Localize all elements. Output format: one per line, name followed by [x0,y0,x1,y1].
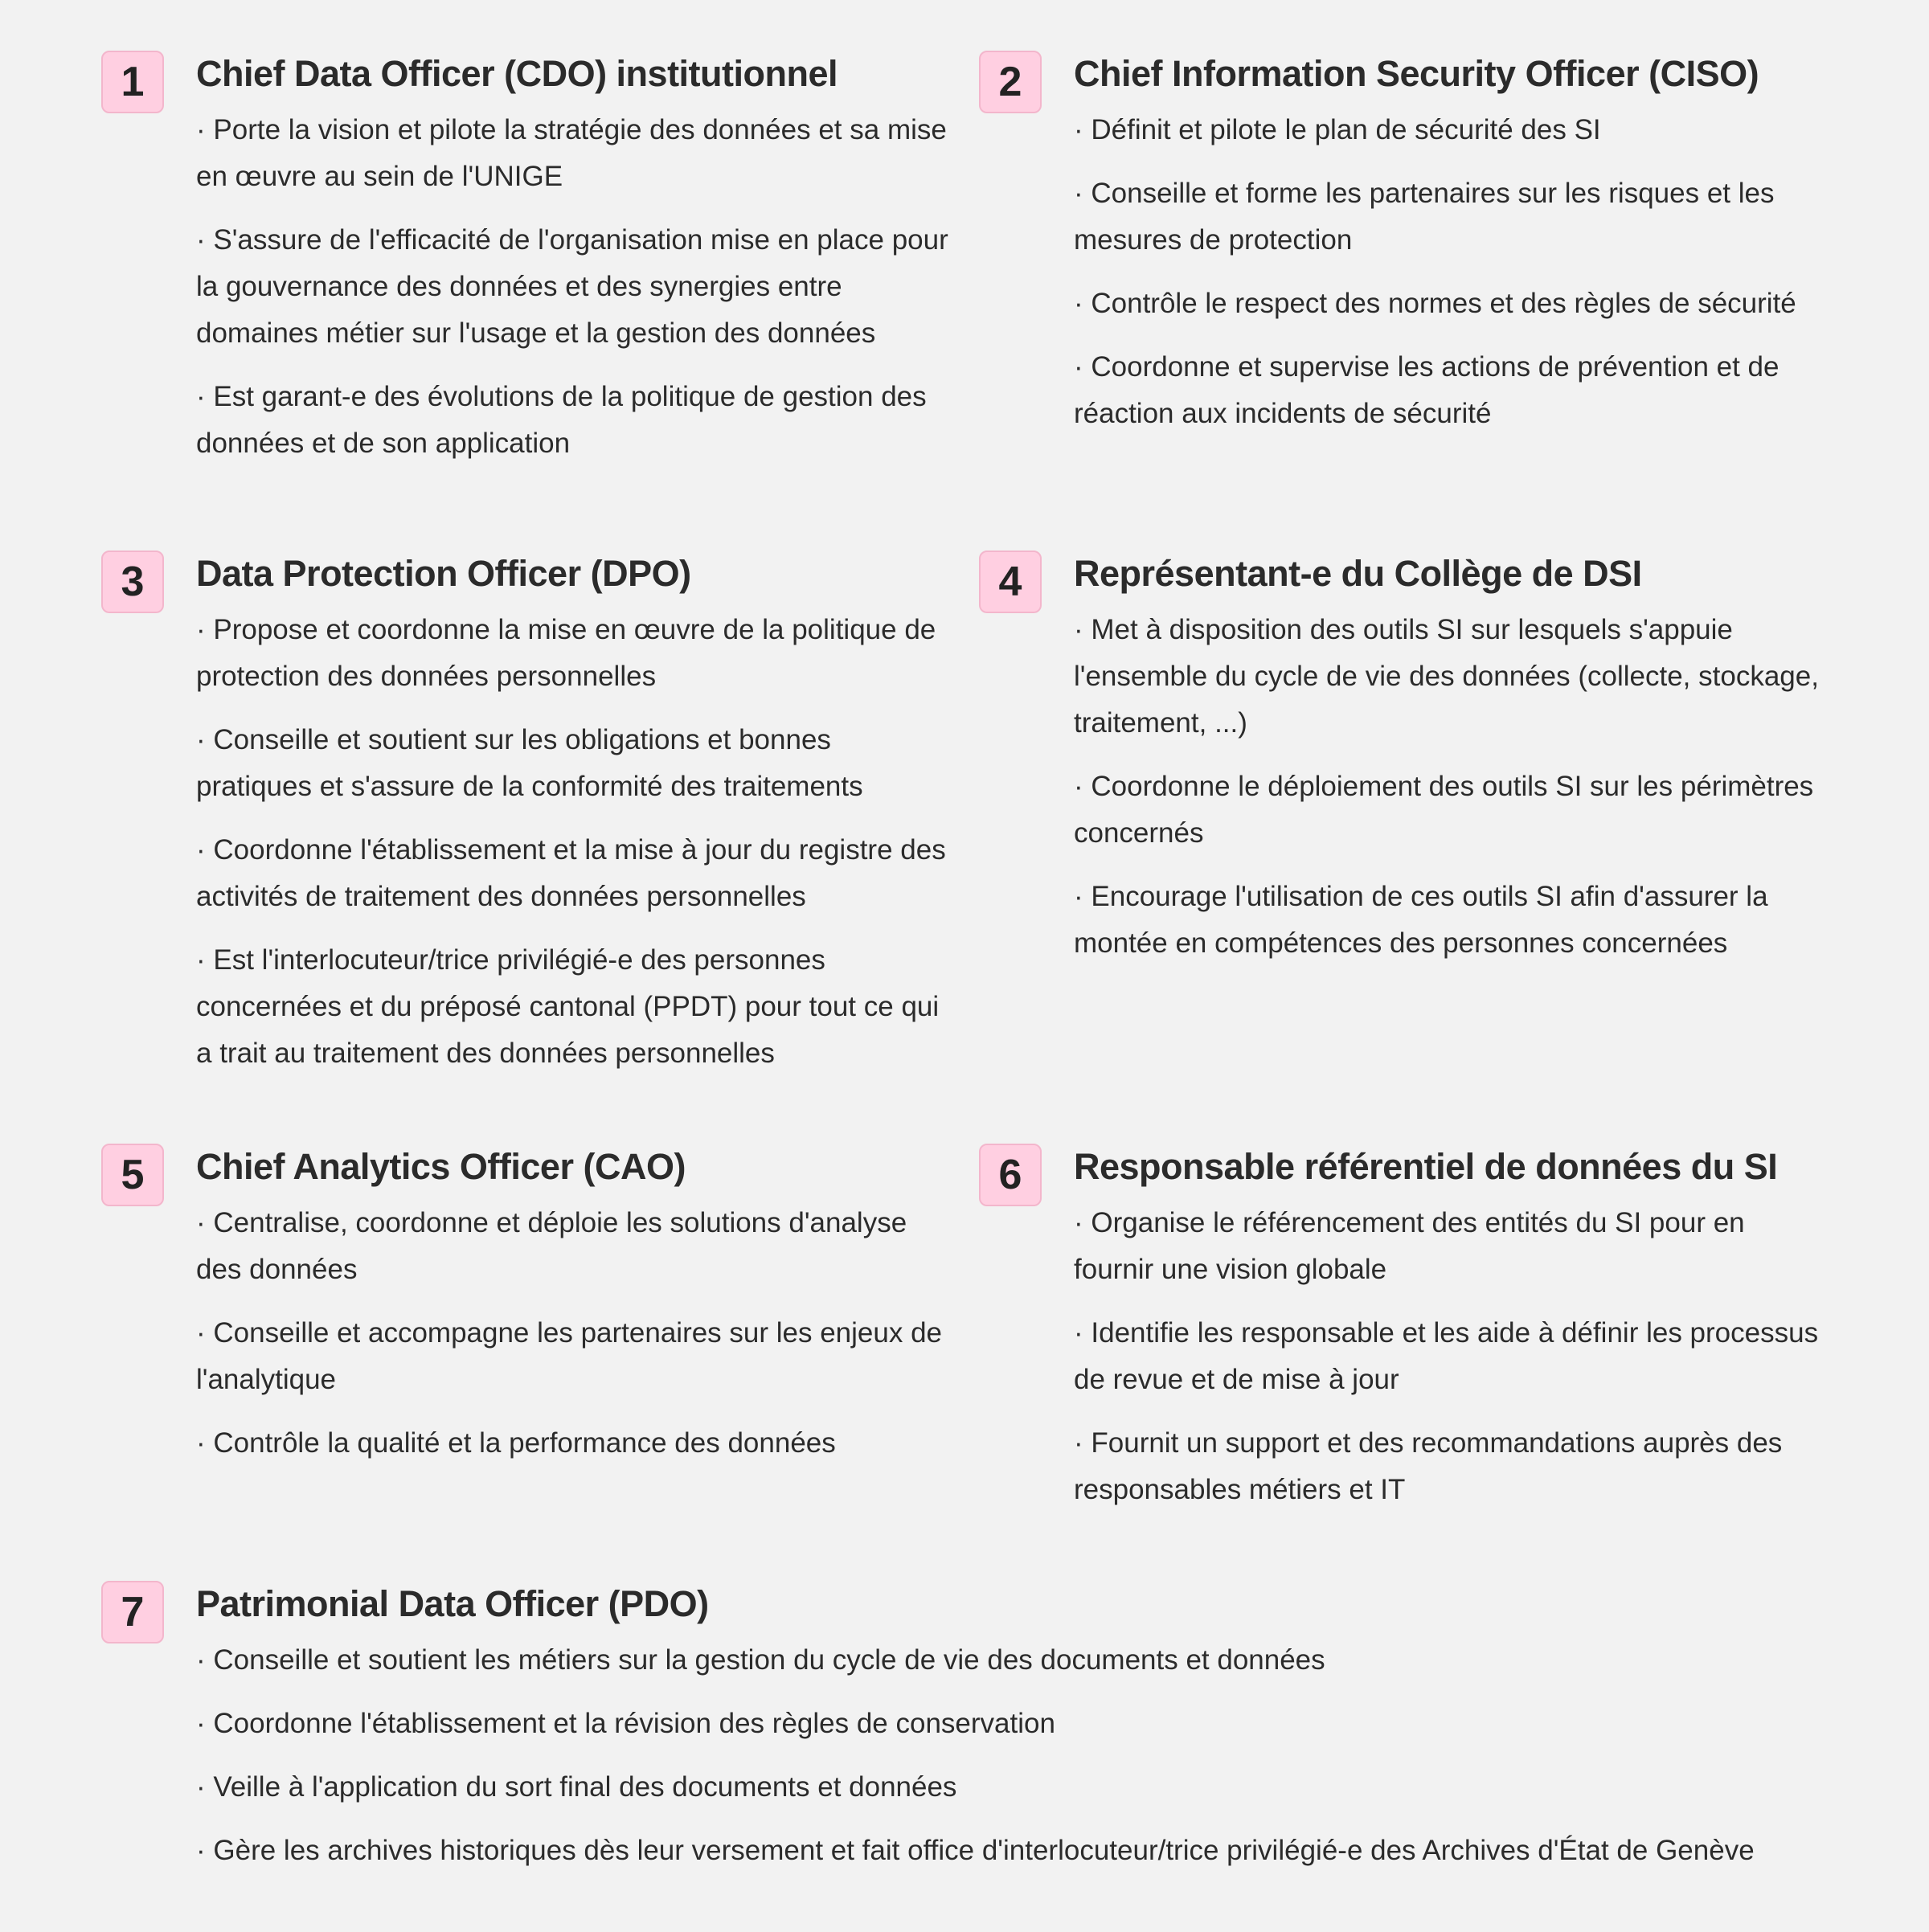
role-content [1074,51,1829,454]
responsibility-item: · Coordonne l'établissement et la mise à jour du registre des activités de traitement des données personnelles [196,834,946,912]
number-badge: 1 [101,51,164,113]
responsibility-item: · Coordonne l'établissement et la révision des règles de conservation [196,1708,1055,1739]
responsibility-item: · Identifie les responsable et les aide à définir les processus de revue et de mise à jour [1074,1317,1819,1395]
responsibility-item: · Porte la vision et pilote la stratégie des données et sa mise en œuvre au sein de l'UNIGE [196,114,947,192]
role-title: Responsable référentiel de données du SI [1074,1146,1778,1187]
responsibility-item: · Fournit un support et des recommandations auprès des responsables métiers et IT [1074,1427,1783,1505]
role-content [196,1581,1868,1891]
role-content [1074,551,1829,984]
responsibility-item: · Propose et coordonne la mise en œuvre de la politique de protection des données personnelles [196,614,936,692]
responsibility-item: · S'assure de l'efficacité de l'organisation mise en place pour la gouvernance des données et des synergies entre domaines métier sur l'usage et la gestion des données [196,224,948,349]
responsibility-item: · Conseille et soutient sur les obligations et bonnes pratiques et s'assure de la conformité des traitements [196,724,863,802]
responsibility-item: · Est garant-e des évolutions de la politique de gestion des données et de son application [196,381,927,459]
number-badge: 6 [979,1144,1042,1206]
responsibility-item: · Met à disposition des outils SI sur lesquels s'appuie l'ensemble du cycle de vie des données (collecte, stockage, traitement, ...) [1074,614,1819,739]
responsibility-item: · Conseille et soutient les métiers sur la gestion du cycle de vie des documents et données [196,1644,1325,1676]
responsibility-item: · Conseille et forme les partenaires sur les risques et les mesures de protection [1074,178,1775,256]
role-title: Représentant-e du Collège de DSI [1074,553,1642,594]
responsibility-item: · Conseille et accompagne les partenaires sur les enjeux de l'analytique [196,1317,943,1395]
role-title: Data Protection Officer (DPO) [196,553,691,594]
number-badge: 7 [101,1581,164,1643]
responsibility-item: · Encourage l'utilisation de ces outils SI afin d'assurer la montée en compétences des personnes concernées [1074,881,1768,959]
responsibility-item: · Veille à l'application du sort final des documents et données [196,1771,957,1803]
responsibility-item: · Contrôle le respect des normes et des règles de sécurité [1074,288,1796,319]
number-badge: 4 [979,551,1042,613]
responsibility-item: · Coordonne le déploiement des outils SI sur les périmètres concernés [1074,771,1814,849]
responsibility-item: · Organise le référencement des entités du SI pour en fournir une vision globale [1074,1207,1745,1285]
number-badge: 3 [101,551,164,613]
number-badge: 2 [979,51,1042,113]
role-content [196,551,952,1094]
role-title: Patrimonial Data Officer (PDO) [196,1583,709,1624]
role-title: Chief Information Security Officer (CISO) [1074,53,1759,94]
role-content [1074,1144,1829,1530]
responsibility-item: · Est l'interlocuteur/trice privilégié-e des personnes concernées et du préposé cantonal (PPDT) pour tout ce qui a trait au traitement des données personnelles [196,944,940,1069]
role-title: Chief Analytics Officer (CAO) [196,1146,686,1187]
responsibility-item: · Coordonne et supervise les actions de prévention et de réaction aux incidents de sécurité [1074,351,1780,429]
number-badge: 5 [101,1144,164,1206]
role-title: Chief Data Officer (CDO) institutionnel [196,53,838,94]
responsibility-item: · Gère les archives historiques dès leur versement et fait office d'interlocuteur/trice privilégié-e des Archives d'État de Genève [196,1835,1755,1866]
role-content [196,51,952,484]
role-content [196,1144,952,1484]
responsibility-item: · Définit et pilote le plan de sécurité des SI [1074,114,1601,145]
responsibility-item: · Contrôle la qualité et la performance des données [196,1427,836,1459]
responsibility-item: · Centralise, coordonne et déploie les solutions d'analyse des données [196,1207,907,1285]
